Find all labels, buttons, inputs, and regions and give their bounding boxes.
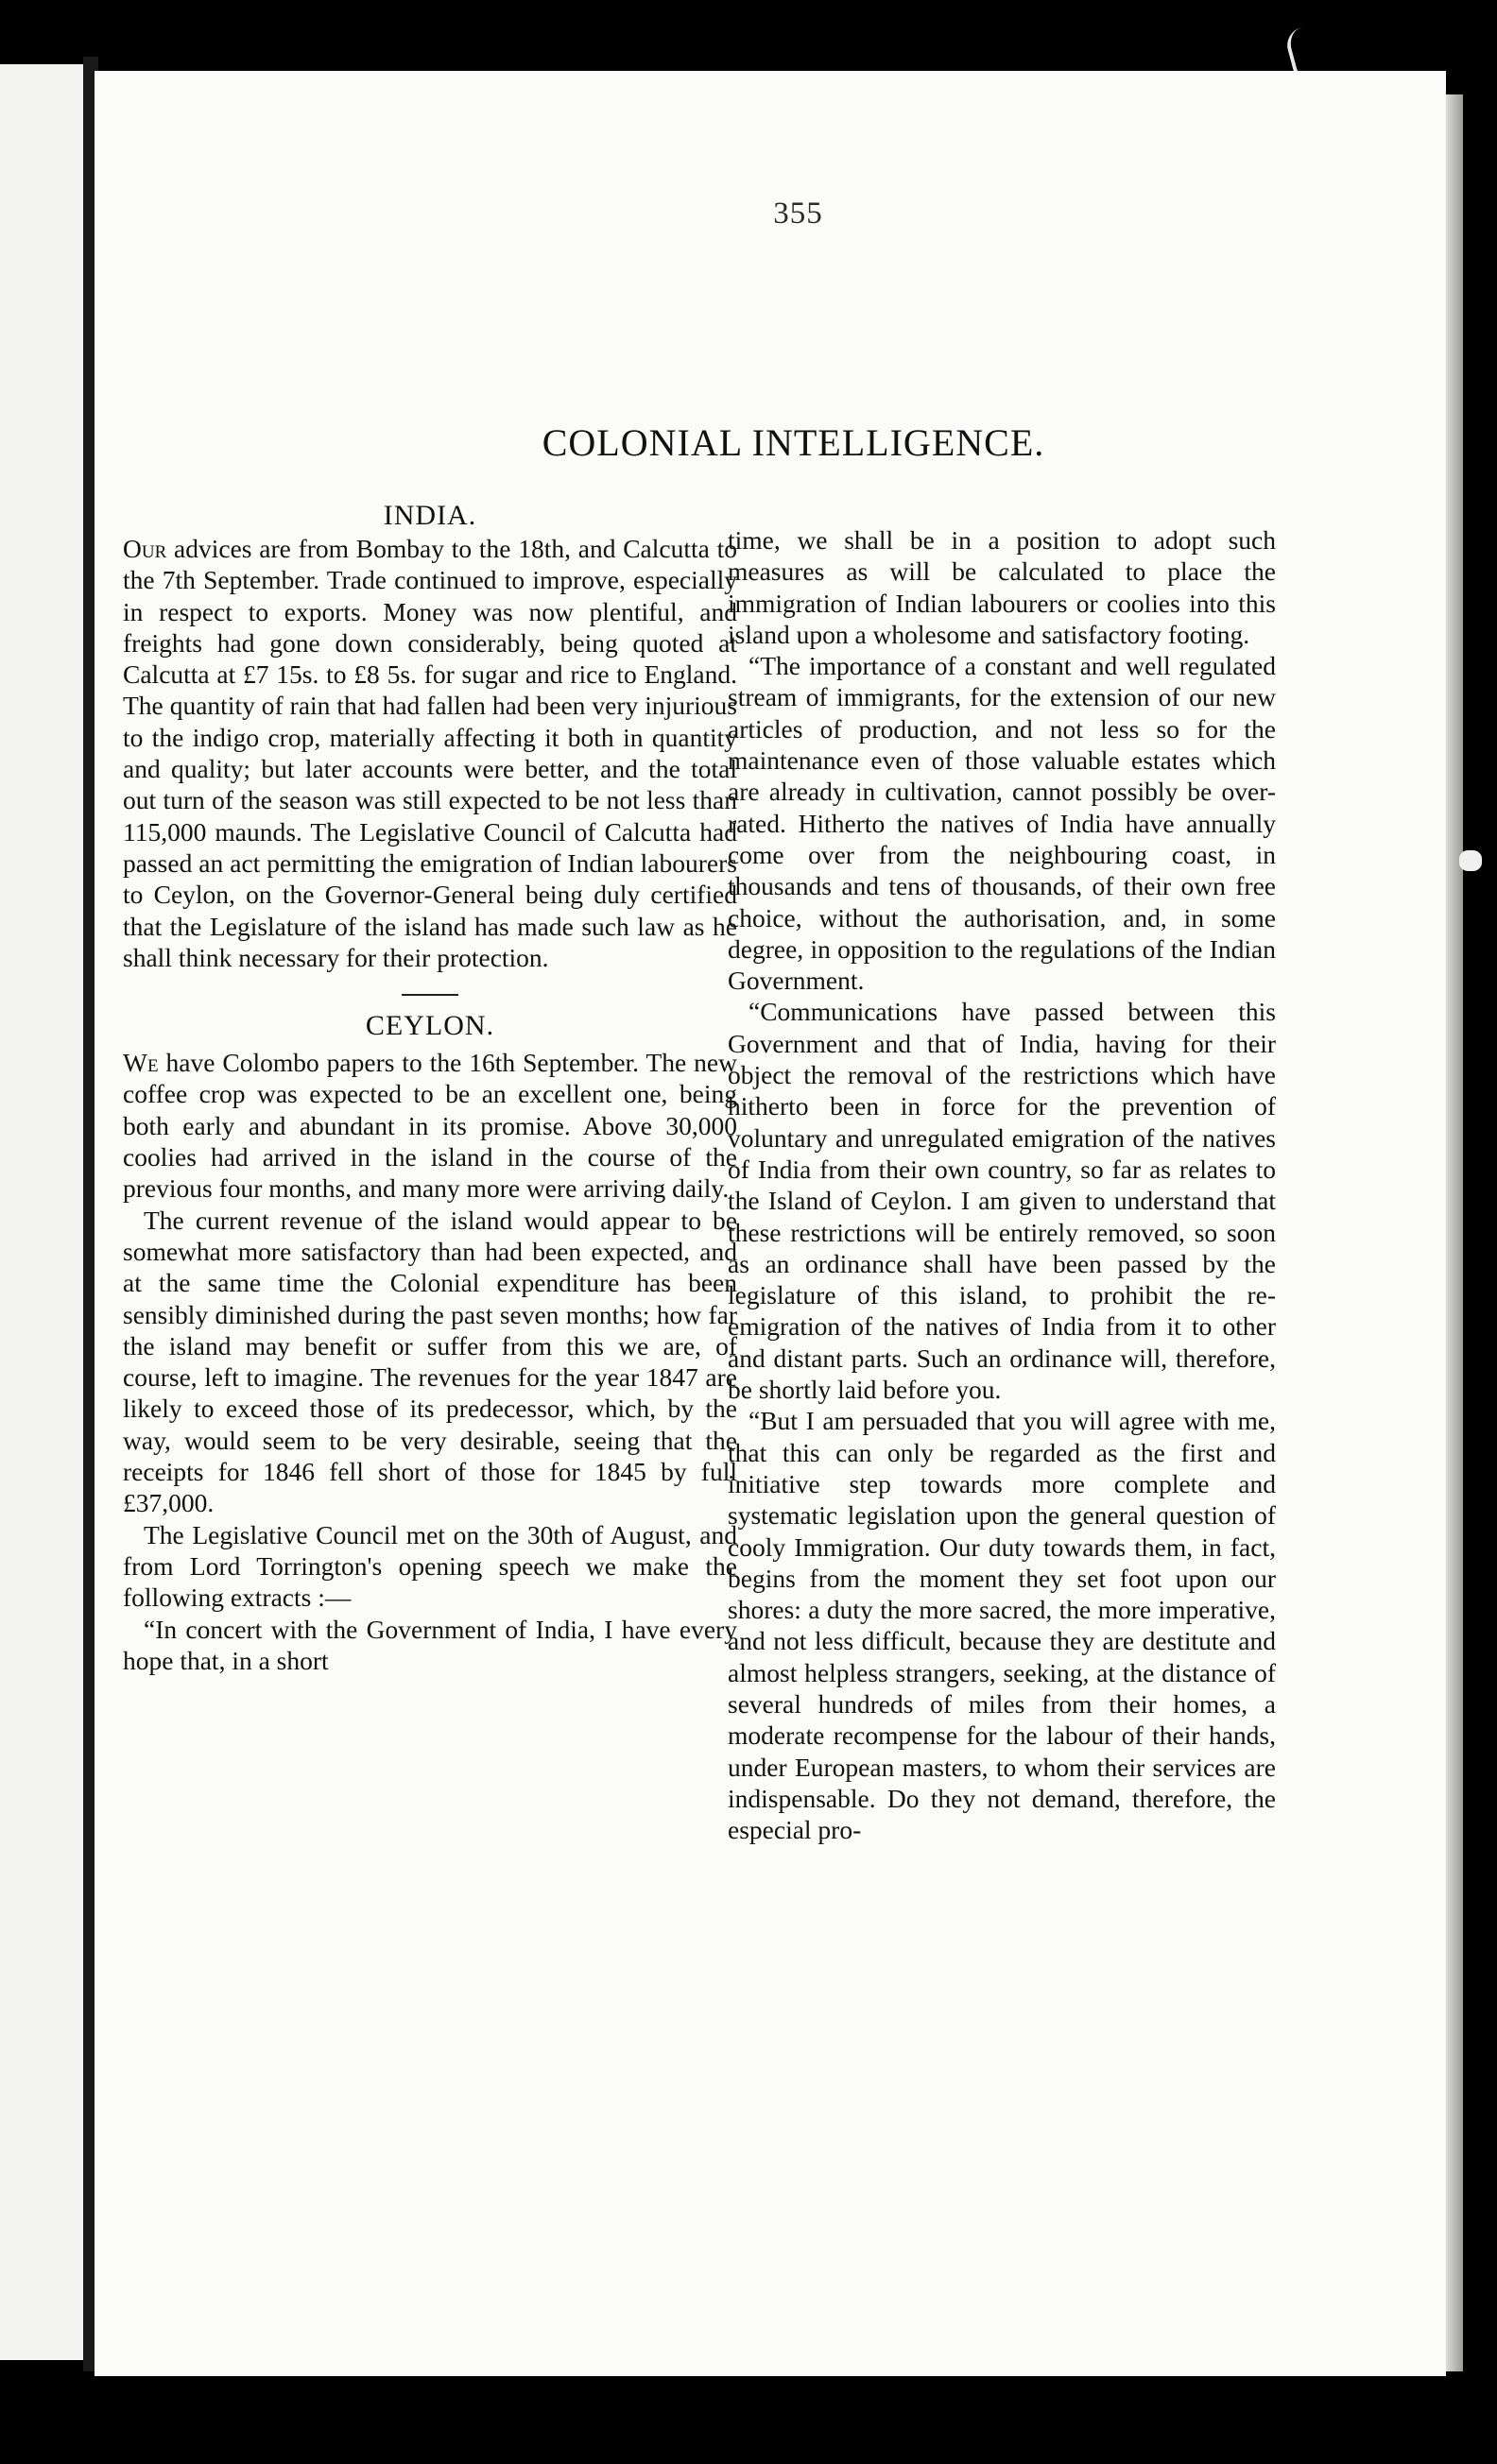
left-column	[123, 499, 737, 1676]
quote-paragraph: “But I am persuaded that you will agree with me, that this can only be regarded as the first and initiative step towards more complete and systematic legislation upon the general question of cooly Immigration. Our duty towards them, in fact, begins from the moment they set foot upon our shores: a duty the more sacred, the more imperative, and not less difficult, because they are destitute and almost helpless strangers, seeking, at the distance of several hundreds of miles from their homes, a moderate recompense for the labour of their hands, under European masters, to whom their services are indispensable. Do they not demand, therefore, the especial pro-	[728, 1406, 1276, 1845]
drop-word: Our	[123, 534, 167, 563]
quote-paragraph: “In concert with the Government of India, I have every hope that, in a short	[123, 1614, 737, 1675]
paragraph-text: advices are from Bombay to the 18th, and Calcutta to the 7th September. Trade continued to improve, especially in respect to exports. Money was now plentiful, and freights had gone down considerably, being quoted at Calcutta at £7 15s. to £8 5s. for sugar and rice to England. The quantity of rain that had fallen had been very injurious to the indigo crop, materially affecting it both in quantity and quality; but later accounts were better, and the total out turn of the season was still expected to be not less than 115,000 maunds. The Legislative Council of Calcutta had passed an act permitting the emigration of Indian labourers to Ceylon, on the Governor-General being duly certified that the Legislature of the island has made such law as he shall think necessary for their protection.	[123, 534, 737, 972]
quote-paragraph: “Communications have passed between this Government and that of India, having for their object the removal of the restrictions which have hitherto been in force for the prevention of voluntary and unregulated emigration of the natives of India from their own country, so far as relates to the Island of Ceylon. I am given to understand that these restrictions will be entirely removed, so soon as an ordinance shall have been passed by the legislature of this island, to prohibit the re-emigration of the natives of India from it to other and distant parts. Such an ordinance will, therefore, be shortly laid before you.	[728, 997, 1276, 1405]
india-heading: INDIA.	[383, 500, 477, 531]
section-divider	[402, 994, 458, 996]
ceylon-paragraph: The current revenue of the island would appear to be somewhat more satisfactory than had been expected, and at the same time the Colonial expenditure has been sensibly diminished during the past seven months; how far the island may benefit or suffer from this we are, of course, left to imagine. The revenues for the year 1847 are likely to exceed those of its predecessor, which, by the way, would seem to be very desirable, seeing that the receipts for 1846 fell short of those for 1845 by full £37,000.	[123, 1205, 737, 1518]
quote-paragraph: “The importance of a constant and well regulated stream of immigrants, for the extension of our new articles of production, and not less so for the maintenance even of those valuable estates which are already in cultivation, cannot possibly be over-rated. Hitherto the natives of India have annually come over from the neighbouring coast, in thousands and tens of thousands, of their own free choice, without the authorisation, and, in some degree, in opposition to the regulations of the Indian Government.	[728, 651, 1276, 996]
ceylon-paragraph	[123, 1047, 737, 1204]
ceylon-paragraph: The Legislative Council met on the 30th of August, and from Lord Torrington's opening speech we make the following extracts :—	[123, 1519, 737, 1613]
india-paragraph	[123, 533, 737, 973]
paragraph-text: have Colombo papers to the 16th September. The new coffee crop was expected to be an excellent one, being both early and abundant in its promise. Above 30,000 coolies had arrived in the island in the course of the previous four months, and many more were arriving daily.	[123, 1048, 737, 1204]
quote-paragraph: time, we shall be in a position to adopt such measures as will be calculated to place the immigration of Indian labourers or coolies into this island upon a wholesome and satisfactory footing.	[728, 525, 1276, 649]
page-number: 355	[773, 197, 823, 231]
ceylon-heading: CEYLON.	[365, 1010, 495, 1042]
scan-artifact	[1459, 850, 1482, 871]
section-title: COLONIAL INTELLIGENCE.	[542, 421, 1045, 464]
right-column	[728, 524, 1276, 1845]
drop-word: We	[123, 1048, 159, 1078]
adjacent-page-edge	[0, 64, 83, 2360]
